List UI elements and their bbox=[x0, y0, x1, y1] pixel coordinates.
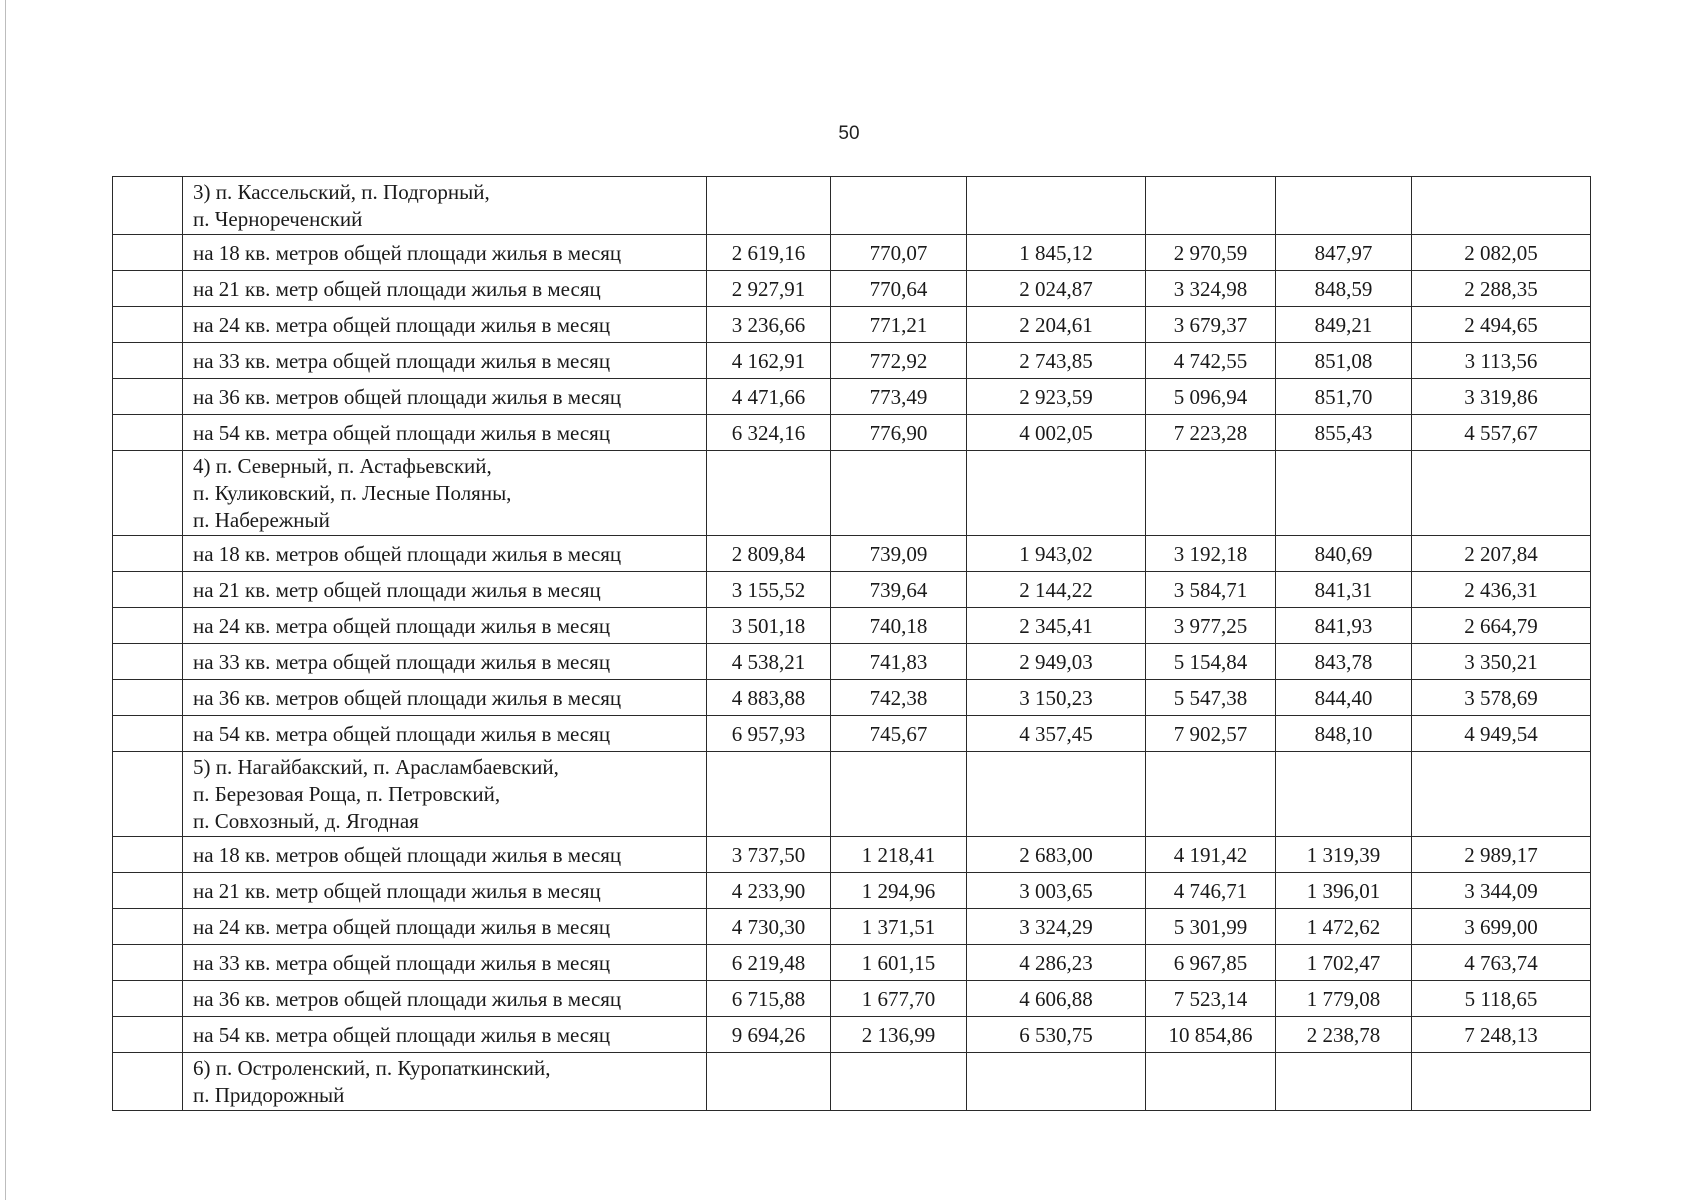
value-cell: 7 523,14 bbox=[1146, 981, 1276, 1017]
value-cell: 4 002,05 bbox=[967, 415, 1146, 451]
empty-value-cell bbox=[967, 451, 1146, 536]
value-cell: 4 357,45 bbox=[967, 716, 1146, 752]
value-cell: 4 949,54 bbox=[1412, 716, 1591, 752]
group-header-cell bbox=[183, 177, 707, 235]
value-cell: 6 967,85 bbox=[1146, 945, 1276, 981]
row-label: на 24 кв. метра общей площади жилья в месяц bbox=[183, 909, 707, 945]
value-cell: 1 779,08 bbox=[1276, 981, 1412, 1017]
index-cell bbox=[113, 307, 183, 343]
value-cell: 2 494,65 bbox=[1412, 307, 1591, 343]
value-cell: 851,70 bbox=[1276, 379, 1412, 415]
value-cell: 1 601,15 bbox=[831, 945, 967, 981]
group-header-line: п. Березовая Роща, п. Петровский, bbox=[193, 782, 501, 806]
value-cell: 770,07 bbox=[831, 235, 967, 271]
value-cell: 1 396,01 bbox=[1276, 873, 1412, 909]
value-cell: 3 501,18 bbox=[707, 608, 831, 644]
table-row bbox=[113, 536, 1591, 572]
value-cell: 847,97 bbox=[1276, 235, 1412, 271]
value-cell: 1 294,96 bbox=[831, 873, 967, 909]
value-cell: 3 113,56 bbox=[1412, 343, 1591, 379]
value-cell: 739,64 bbox=[831, 572, 967, 608]
index-cell bbox=[113, 716, 183, 752]
empty-value-cell bbox=[831, 177, 967, 235]
index-cell bbox=[113, 909, 183, 945]
value-cell: 841,31 bbox=[1276, 572, 1412, 608]
row-label: на 18 кв. метров общей площади жилья в месяц bbox=[183, 235, 707, 271]
empty-value-cell bbox=[1412, 177, 1591, 235]
value-cell: 2 136,99 bbox=[831, 1017, 967, 1053]
row-label: на 33 кв. метра общей площади жилья в месяц bbox=[183, 945, 707, 981]
value-cell: 2 345,41 bbox=[967, 608, 1146, 644]
table-row bbox=[113, 415, 1591, 451]
row-label: на 54 кв. метра общей площади жилья в месяц bbox=[183, 1017, 707, 1053]
group-header-line: п. Набережный bbox=[193, 508, 330, 532]
index-cell bbox=[113, 343, 183, 379]
index-cell bbox=[113, 177, 183, 235]
group-header-line: 6) п. Остроленский, п. Куропаткинский, bbox=[193, 1056, 551, 1080]
row-label: на 36 кв. метров общей площади жилья в месяц bbox=[183, 680, 707, 716]
tariff-table bbox=[112, 176, 1591, 1111]
empty-value-cell bbox=[707, 451, 831, 536]
value-cell: 1 472,62 bbox=[1276, 909, 1412, 945]
index-cell bbox=[113, 873, 183, 909]
empty-value-cell bbox=[1276, 451, 1412, 536]
value-cell: 1 702,47 bbox=[1276, 945, 1412, 981]
value-cell: 6 219,48 bbox=[707, 945, 831, 981]
table-row bbox=[113, 572, 1591, 608]
value-cell: 7 248,13 bbox=[1412, 1017, 1591, 1053]
value-cell: 848,59 bbox=[1276, 271, 1412, 307]
empty-value-cell bbox=[707, 1053, 831, 1111]
group-header-line: п. Совхозный, д. Ягодная bbox=[193, 809, 419, 833]
value-cell: 3 150,23 bbox=[967, 680, 1146, 716]
table-row bbox=[113, 680, 1591, 716]
group-header-line: 5) п. Нагайбакский, п. Арасламбаевский, bbox=[193, 755, 559, 779]
value-cell: 3 003,65 bbox=[967, 873, 1146, 909]
group-header-cell bbox=[183, 752, 707, 837]
table-row bbox=[113, 307, 1591, 343]
row-label: на 24 кв. метра общей площади жилья в месяц bbox=[183, 608, 707, 644]
group-header-row bbox=[113, 451, 1591, 536]
value-cell: 1 371,51 bbox=[831, 909, 967, 945]
value-cell: 770,64 bbox=[831, 271, 967, 307]
value-cell: 4 763,74 bbox=[1412, 945, 1591, 981]
index-cell bbox=[113, 379, 183, 415]
row-label: на 36 кв. метров общей площади жилья в месяц bbox=[183, 379, 707, 415]
value-cell: 4 286,23 bbox=[967, 945, 1146, 981]
value-cell: 2 664,79 bbox=[1412, 608, 1591, 644]
index-cell bbox=[113, 837, 183, 873]
value-cell: 2 288,35 bbox=[1412, 271, 1591, 307]
value-cell: 2 024,87 bbox=[967, 271, 1146, 307]
empty-value-cell bbox=[1412, 752, 1591, 837]
value-cell: 2 204,61 bbox=[967, 307, 1146, 343]
table-row bbox=[113, 271, 1591, 307]
index-cell bbox=[113, 644, 183, 680]
value-cell: 5 118,65 bbox=[1412, 981, 1591, 1017]
value-cell: 2 809,84 bbox=[707, 536, 831, 572]
index-cell bbox=[113, 415, 183, 451]
empty-value-cell bbox=[831, 451, 967, 536]
value-cell: 1 677,70 bbox=[831, 981, 967, 1017]
empty-value-cell bbox=[707, 752, 831, 837]
empty-value-cell bbox=[967, 752, 1146, 837]
value-cell: 3 737,50 bbox=[707, 837, 831, 873]
table-row bbox=[113, 343, 1591, 379]
value-cell: 4 162,91 bbox=[707, 343, 831, 379]
group-header-cell bbox=[183, 1053, 707, 1111]
value-cell: 745,67 bbox=[831, 716, 967, 752]
empty-value-cell bbox=[1412, 451, 1591, 536]
value-cell: 5 096,94 bbox=[1146, 379, 1276, 415]
index-cell bbox=[113, 1017, 183, 1053]
table-row bbox=[113, 981, 1591, 1017]
value-cell: 773,49 bbox=[831, 379, 967, 415]
value-cell: 6 324,16 bbox=[707, 415, 831, 451]
value-cell: 4 730,30 bbox=[707, 909, 831, 945]
empty-value-cell bbox=[1146, 177, 1276, 235]
value-cell: 855,43 bbox=[1276, 415, 1412, 451]
value-cell: 2 743,85 bbox=[967, 343, 1146, 379]
value-cell: 4 191,42 bbox=[1146, 837, 1276, 873]
value-cell: 2 082,05 bbox=[1412, 235, 1591, 271]
empty-value-cell bbox=[1146, 1053, 1276, 1111]
value-cell: 2 923,59 bbox=[967, 379, 1146, 415]
group-header-row bbox=[113, 1053, 1591, 1111]
value-cell: 7 902,57 bbox=[1146, 716, 1276, 752]
value-cell: 4 557,67 bbox=[1412, 415, 1591, 451]
value-cell: 4 606,88 bbox=[967, 981, 1146, 1017]
empty-value-cell bbox=[1412, 1053, 1591, 1111]
value-cell: 5 547,38 bbox=[1146, 680, 1276, 716]
value-cell: 6 957,93 bbox=[707, 716, 831, 752]
value-cell: 3 192,18 bbox=[1146, 536, 1276, 572]
value-cell: 2 238,78 bbox=[1276, 1017, 1412, 1053]
empty-value-cell bbox=[967, 1053, 1146, 1111]
row-label: на 21 кв. метр общей площади жилья в месяц bbox=[183, 873, 707, 909]
value-cell: 4 233,90 bbox=[707, 873, 831, 909]
empty-value-cell bbox=[1146, 451, 1276, 536]
row-label: на 21 кв. метр общей площади жилья в месяц bbox=[183, 572, 707, 608]
value-cell: 3 324,29 bbox=[967, 909, 1146, 945]
table-row bbox=[113, 644, 1591, 680]
value-cell: 1 943,02 bbox=[967, 536, 1146, 572]
value-cell: 742,38 bbox=[831, 680, 967, 716]
value-cell: 2 144,22 bbox=[967, 572, 1146, 608]
table-row bbox=[113, 379, 1591, 415]
value-cell: 3 155,52 bbox=[707, 572, 831, 608]
empty-value-cell bbox=[1276, 752, 1412, 837]
value-cell: 2 683,00 bbox=[967, 837, 1146, 873]
value-cell: 3 236,66 bbox=[707, 307, 831, 343]
value-cell: 9 694,26 bbox=[707, 1017, 831, 1053]
empty-value-cell bbox=[1276, 1053, 1412, 1111]
value-cell: 4 471,66 bbox=[707, 379, 831, 415]
index-cell bbox=[113, 235, 183, 271]
index-cell bbox=[113, 271, 183, 307]
table-row bbox=[113, 873, 1591, 909]
group-header-line: 3) п. Кассельский, п. Подгорный, bbox=[193, 180, 490, 204]
empty-value-cell bbox=[831, 1053, 967, 1111]
value-cell: 3 679,37 bbox=[1146, 307, 1276, 343]
value-cell: 6 530,75 bbox=[967, 1017, 1146, 1053]
value-cell: 1 218,41 bbox=[831, 837, 967, 873]
value-cell: 840,69 bbox=[1276, 536, 1412, 572]
value-cell: 5 301,99 bbox=[1146, 909, 1276, 945]
value-cell: 4 746,71 bbox=[1146, 873, 1276, 909]
value-cell: 3 324,98 bbox=[1146, 271, 1276, 307]
value-cell: 3 319,86 bbox=[1412, 379, 1591, 415]
value-cell: 2 949,03 bbox=[967, 644, 1146, 680]
index-cell bbox=[113, 945, 183, 981]
table-body bbox=[113, 177, 1591, 1111]
value-cell: 4 883,88 bbox=[707, 680, 831, 716]
value-cell: 843,78 bbox=[1276, 644, 1412, 680]
row-label: на 36 кв. метров общей площади жилья в месяц bbox=[183, 981, 707, 1017]
index-cell bbox=[113, 608, 183, 644]
value-cell: 771,21 bbox=[831, 307, 967, 343]
row-label: на 54 кв. метра общей площади жилья в месяц bbox=[183, 716, 707, 752]
value-cell: 3 977,25 bbox=[1146, 608, 1276, 644]
index-cell bbox=[113, 981, 183, 1017]
value-cell: 2 927,91 bbox=[707, 271, 831, 307]
group-header-line: 4) п. Северный, п. Астафьевский, bbox=[193, 454, 492, 478]
value-cell: 849,21 bbox=[1276, 307, 1412, 343]
value-cell: 2 619,16 bbox=[707, 235, 831, 271]
page-number: 50 bbox=[838, 123, 860, 144]
value-cell: 5 154,84 bbox=[1146, 644, 1276, 680]
value-cell: 2 970,59 bbox=[1146, 235, 1276, 271]
value-cell: 776,90 bbox=[831, 415, 967, 451]
table-row bbox=[113, 909, 1591, 945]
value-cell: 3 578,69 bbox=[1412, 680, 1591, 716]
group-header-cell bbox=[183, 451, 707, 536]
index-cell bbox=[113, 680, 183, 716]
row-label: на 54 кв. метра общей площади жилья в месяц bbox=[183, 415, 707, 451]
value-cell: 739,09 bbox=[831, 536, 967, 572]
value-cell: 4 742,55 bbox=[1146, 343, 1276, 379]
value-cell: 7 223,28 bbox=[1146, 415, 1276, 451]
value-cell: 3 584,71 bbox=[1146, 572, 1276, 608]
value-cell: 10 854,86 bbox=[1146, 1017, 1276, 1053]
group-header-line: п. Куликовский, п. Лесные Поляны, bbox=[193, 481, 512, 505]
empty-value-cell bbox=[1146, 752, 1276, 837]
table-row bbox=[113, 716, 1591, 752]
row-label: на 21 кв. метр общей площади жилья в месяц bbox=[183, 271, 707, 307]
value-cell: 1 319,39 bbox=[1276, 837, 1412, 873]
empty-value-cell bbox=[707, 177, 831, 235]
index-cell bbox=[113, 451, 183, 536]
group-header-line: п. Придорожный bbox=[193, 1083, 345, 1107]
value-cell: 841,93 bbox=[1276, 608, 1412, 644]
value-cell: 2 207,84 bbox=[1412, 536, 1591, 572]
scan-edge-line bbox=[5, 0, 6, 1200]
row-label: на 18 кв. метров общей площади жилья в месяц bbox=[183, 536, 707, 572]
value-cell: 1 845,12 bbox=[967, 235, 1146, 271]
value-cell: 3 699,00 bbox=[1412, 909, 1591, 945]
table-row bbox=[113, 1017, 1591, 1053]
index-cell bbox=[113, 752, 183, 837]
empty-value-cell bbox=[967, 177, 1146, 235]
value-cell: 2 436,31 bbox=[1412, 572, 1591, 608]
table-row bbox=[113, 608, 1591, 644]
index-cell bbox=[113, 536, 183, 572]
index-cell bbox=[113, 572, 183, 608]
row-label: на 33 кв. метра общей площади жилья в месяц bbox=[183, 343, 707, 379]
value-cell: 3 344,09 bbox=[1412, 873, 1591, 909]
value-cell: 4 538,21 bbox=[707, 644, 831, 680]
empty-value-cell bbox=[1276, 177, 1412, 235]
group-header-row bbox=[113, 752, 1591, 837]
table-row bbox=[113, 945, 1591, 981]
value-cell: 3 350,21 bbox=[1412, 644, 1591, 680]
value-cell: 844,40 bbox=[1276, 680, 1412, 716]
group-header-line: п. Чернореченский bbox=[193, 207, 363, 231]
group-header-row bbox=[113, 177, 1591, 235]
table-row bbox=[113, 235, 1591, 271]
table-row bbox=[113, 837, 1591, 873]
row-label: на 18 кв. метров общей площади жилья в месяц bbox=[183, 837, 707, 873]
value-cell: 2 989,17 bbox=[1412, 837, 1591, 873]
value-cell: 772,92 bbox=[831, 343, 967, 379]
index-cell bbox=[113, 1053, 183, 1111]
row-label: на 24 кв. метра общей площади жилья в месяц bbox=[183, 307, 707, 343]
value-cell: 851,08 bbox=[1276, 343, 1412, 379]
value-cell: 848,10 bbox=[1276, 716, 1412, 752]
empty-value-cell bbox=[831, 752, 967, 837]
row-label: на 33 кв. метра общей площади жилья в месяц bbox=[183, 644, 707, 680]
value-cell: 741,83 bbox=[831, 644, 967, 680]
value-cell: 740,18 bbox=[831, 608, 967, 644]
value-cell: 6 715,88 bbox=[707, 981, 831, 1017]
